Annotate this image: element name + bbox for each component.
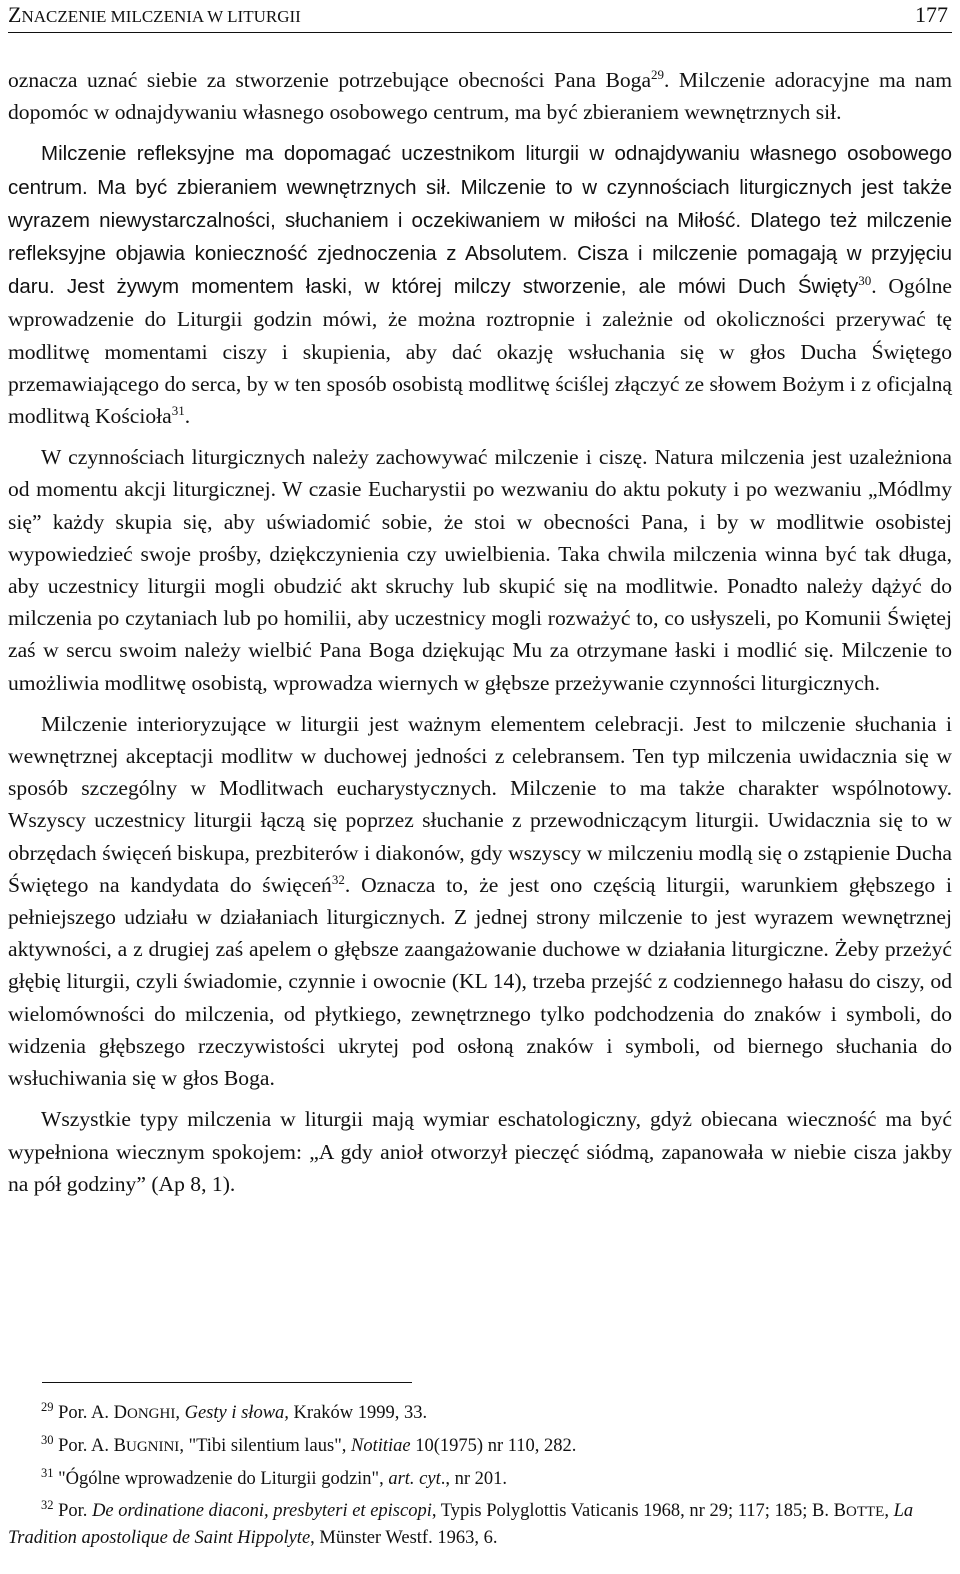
footnote (8, 1466, 952, 1492)
text-run: Notitiae (351, 1436, 411, 1456)
text-run: Kraków 1999, 33. (288, 1403, 428, 1423)
footnote-separator (42, 1382, 412, 1383)
paragraph (8, 1103, 952, 1200)
footnote-number: 29 (41, 1399, 54, 1414)
text-run: , Typis Polyglottis Vaticanis 1968, nr 29; 117; 185; B. B (431, 1501, 846, 1521)
running-title (8, 2, 301, 28)
footnote-number: 32 (41, 1497, 54, 1512)
footnote-number: 30 (41, 1432, 54, 1447)
footnote-ref: 30 (858, 273, 872, 289)
footnote-ref: 31 (171, 402, 185, 418)
text-run: La Tradition apostolique de Saint Hippolyte (8, 1501, 914, 1548)
text-run: ., nr 201. (440, 1469, 508, 1489)
page-number: 177 (915, 2, 948, 27)
text-run: Wszystkie typy milczenia w liturgii mają wymiar eschatologiczny, gdyż obiecana wieczność ma być wypełniona wiecznym spokojem: „A gdy anioł otworzył pieczęć siódmą, zapanowała w niebie cisza jakby na pół godziny” (Ap 8, 1). (8, 1107, 952, 1196)
footnote (8, 1498, 952, 1551)
paragraph (8, 441, 952, 699)
running-header (8, 0, 952, 33)
text-run: OTTE (846, 1504, 885, 1520)
running-title-rest: NACZENIE MILCZENIA W LITURGII (21, 7, 301, 26)
text-run: , (884, 1501, 894, 1521)
text-run: . Oznacza to, że jest ono częścią liturgii, warunkiem głębszego i pełniejszego udziału w działaniach liturgicznych. Z jednej strony milczenie to jest wyrazem wewnętrznej aktywności, a z drugiej zaś apelem o głębsze zaangażowanie duchowe w działania liturgiczne. Żeby przeżyć głębię liturgii, czyli świadomie, czynnie i owocnie (KL 14), trzeba przejść z codziennego hałasu do ciszy, od wielomówności do milczenia, od płytkiego, zewnętrznego tylko podchodzenia do znaków i symboli, do widzenia głębszego rzeczywistości ukrytej pod osłoną znaków i symboli, od biernego słuchania do wsłuchiwania się w głos Boga. (8, 872, 952, 1091)
footnote (8, 1433, 952, 1460)
text-run: "Ógólne wprowadzenie do Liturgii godzin", (53, 1469, 389, 1489)
footnote (8, 1400, 952, 1427)
footnote-ref: 29 (651, 66, 665, 82)
text-run: Milczenie interioryzujące w liturgii jest ważnym elementem celebracji. Jest to milczenie słuchania i wewnętrznej akceptacji modlitw w duchowej jedności z celebransem. Ten typ milczenia uwidacznia się w sposób szczególny w Modlitwach eucharystycznych. Milczenie to ma także charakter wspólnotowy. Wszyscy uczestnicy liturgii łączą się poprzez słuchanie z przewodniczącym liturgii. Uwidacznia się to w obrzędach święceń biskupa, prezbiterów i diakonów, gdy wszyscy w milczeniu modlą się o zstąpienie Ducha Świętego na kandydata do święceń (8, 711, 952, 897)
text-run: oznacza uznać siebie za stworzenie potrzebujące obecności Pana Boga (8, 68, 652, 92)
text-run: W czynnościach liturgicznych należy zachowywać milczenie i ciszę. Natura milczenia jest uzależniona od momentu akcji liturgicznej. W czasie Eucharystii po wezwaniu do aktu pokuty i po wezwaniu „Módlmy się” każdy skupia się, aby uświadomić sobie, że stoi w obecności Pana, i by w modlitwie osobistej wypowiedzieć swoje prośby, dziękczynienia czy uwielbienia. Taka chwila milczenia winna być tak długa, aby uczestnicy liturgii mogli obudzić akt skruchy lub skupić się na modlitwie. Ponadto należy dążyć do milczenia po czytaniach lub po homilii, aby uczestnicy mogli rozważyć to, co usłyszeli, po Komunii Świętej zaś w sercu swoim należy wielbić Pana Boga dziękując Mu za otrzymane łaski i modlić się. Milczenie to umożliwia modlitwę osobistą, wprowadza wiernych w głębsze przeżywanie czynności liturgicznych. (8, 445, 952, 695)
main-text (8, 64, 952, 1200)
footnote-ref: 32 (331, 871, 345, 887)
paragraph (8, 64, 952, 128)
text-run: UGNINI (125, 1439, 180, 1455)
text-run: Por. A. D (53, 1403, 128, 1423)
text-run: . (184, 404, 191, 429)
paragraph (8, 137, 952, 432)
text-run: Por. (53, 1501, 93, 1521)
text-run: , Münster Westf. 1963, 6. (310, 1528, 498, 1548)
text-run: , "Tibi silentium laus", (179, 1436, 352, 1456)
text-run: Milczenie refleksyjne ma dopomagać uczestnikom liturgii w odnajdywaniu własnego osobowego centrum. Ma być zbieraniem wewnętrznych sił. Milczenie to w czynnościach liturgicznych jest także wyrazem niewystarczalności, słuchaniem i oczekiwaniem w miłości na Miłość. Dlatego też milczenie refleksyjne objawia konieczność zjednoczenia z Absolutem. Cisza i milczenie pomagają w przyjęciu daru. Jest żywym momentem łaski, w której milczy stworzenie, ale mówi Duch Święty (8, 142, 952, 299)
text-run: 10(1975) nr 110, 282. (410, 1436, 577, 1456)
text-run: . Milczenie adoracyjne ma nam dopomóc w odnajdywaniu własnego osobowego centrum, ma być zbieraniem wewnętrznych sił. (8, 68, 952, 125)
paragraph (8, 708, 952, 1094)
text-run: Gesty i słowa, (184, 1403, 289, 1423)
footnotes (8, 1400, 952, 1551)
text-run: ONGHI (127, 1406, 176, 1422)
text-run: De ordinatione diaconi, presbyteri et episcopi (92, 1501, 432, 1521)
footnote-number: 31 (41, 1465, 54, 1480)
text-run: , (175, 1403, 185, 1423)
text-run: art. cyt (388, 1469, 441, 1489)
text-run: . Ogólne wprowadzenie do Liturgii godzin mówi, że można roztropnie i zależnie od okoliczności przerywać tę modlitwę momentami ciszy i skupienia, aby dać okazję wsłuchania się w głos Ducha Świętego przemawiającego do serca, by w ten sposób osobistą modlitwę ściślej złączyć ze słowem Bożym i z oficjalną modlitwą Kościoła (8, 274, 952, 429)
running-title-initial: Z (8, 2, 22, 27)
text-run: Por. A. B (53, 1436, 126, 1456)
